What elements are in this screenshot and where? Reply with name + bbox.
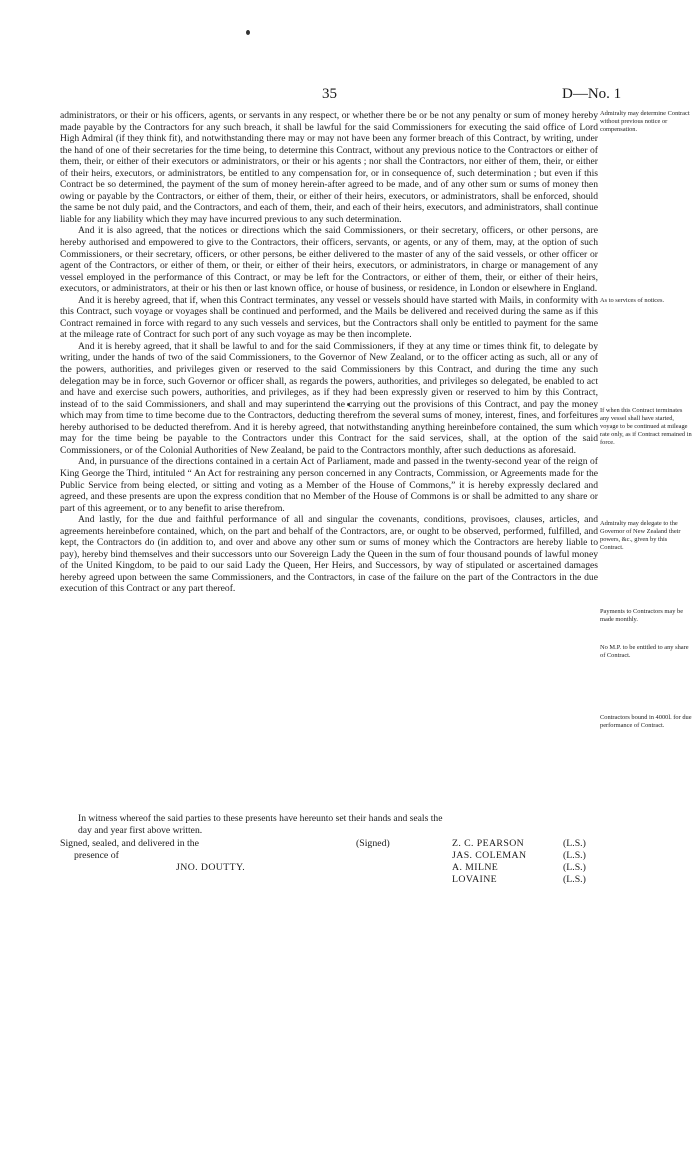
paragraph-notices: And it is also agreed, that the notices or directions which the said Commissioners, or their secretary, officers, or other persons, are hereby authorised and empowered to give to the Contractors, their officers, servants, or agents, or any of them, may, at the option of such Commissioners, or their secretary, officers, or other persons, be either delivered to the master of any of the said vessels, or other officer or agent of the Contractors, or either of them, or their, or either of their heirs, executors, or administrators, in charge or management of any vessel employed in the performance of this Contract, or may be left for the Contractors, or either of them, their, or either of their heirs, executors, or administrators, at their or his then or last known office, or house of business, or residence, in London or elsewhere in England.	[60, 225, 598, 295]
signatory-name: LOVAINE	[452, 874, 498, 885]
paragraph-delegation: And it is hereby agreed, that it shall be lawful to and for the said Commissioners, if they at any time or times think fit, to delegate by writing, under the hands of two of the said Commissioners, to the Governor of New Zealand, or to the officer acting as such, all or any of the powers, authorities, and privileges given or reserved to the said Commissioners by this Contract, and during the time any such delegation may be in force, such Governor or officer shall, as regards the powers, authorities, and privileges so delegated, be enabled to act and have and exercise such powers, authorities, and privileges, as if they had been expressly given or reserved to him by this Contract, instead of to the said Commissioners, and shall and may superintend the carrying out the provisions of this Contract, and pay the money which may from time to time become due to the Contractors, deducting therefrom the several sums of money, interest, fines, and forfeitures hereby authorised to be deducted therefrom. And it is hereby agreed, that notwithstanding anything hereinbefore contained, the sum which may for the time being be payable to the Contractors under this Contract for the said services, shall, at the option of the said Commissioners, or of the Colonial Authorities of New Zealand, be paid to the Contractors monthly, after such deductions as aforesaid.	[60, 340, 598, 456]
witness-clause	[60, 813, 598, 836]
seal-mark: (L.S.)	[563, 850, 586, 861]
paragraph-determination: administrators, or their or his officers, agents, or servants in any respect, or whether there be or be not any penalty or sum of money hereby made payable by the Contractors for any such breach, it shall be lawful for the said Commissioners for executing the said office of Lord High Admiral (if they think fit), and notwithstanding there may or may not have been any former breach of this Contract, by writing, under the hand of one of their secretaries for the time being, to determine this Contract, without any previous notice to the Contractors or either of them, their, or either of their executors or administrators, or their or his agents ; nor shall the Contractors, nor either of them, their, or either of their heirs, executors, or administrators, be entitled to any compensation for, or in consequence of, such determination ; but even if this Contract be so determined, the payment of the sum of money herein-after agreed to be made, and of any other sum or sums of money then owing or payable by the Contractors, or either of them, their, or either of their heirs, executors, or administrators, shall be enforced, should the same be not duly paid, and the Contractors, and each of them, their, and each of their heirs, executors, and administrators, shall continue liable for any liability which they may have incurred previous to any such determination.	[60, 110, 598, 225]
margin-note: Admiralty may delegate to the Governor of New Zealand their powers, &c., given by this Contract.	[600, 520, 681, 551]
margin-note: Contractors bound in 4000l. for due performance of Contract.	[600, 714, 692, 729]
margin-note: If when this Contract terminates any vessel shall have started, voyage to be continued at mileage rate only, as if Contract remained in force.	[600, 407, 692, 446]
paragraph-penalty-bond: And lastly, for the due and faithful performance of all and singular the covenants, conditions, provisoes, clauses, articles, and agreements hereinbefore contained, which, on the part and behalf of the Contractors, are, or ought to be observed, performed, fulfilled, and kept, the Contractors do (in addition to, and over and above any other sum or sums of money which the Contractors are hereby liable to pay), hereby bind themselves and their successors unto our Sovereign Lady the Queen in the sum of four thousand pounds of lawful money of the United Kingdom, to be paid to our said Lady the Queen, Her Heirs, and Successors, by way of stipulated or ascertained damages hereby agreed upon between the same Commissioners, and the Contractors, in case of the failure on the part of the Contractors in the due execution of this Contract or any part thereof.	[60, 514, 598, 595]
margin-note: As to services of notices.	[600, 297, 665, 304]
page-number: 35	[322, 86, 337, 102]
signature-block	[60, 838, 620, 908]
seal-mark: (L.S.)	[563, 838, 586, 849]
paragraph-parliament-members: And, in pursuance of the directions contained in a certain Act of Parliament, made and passed in the twenty-second year of the reign of King George the Third, intituled “ An Act for restraining any person concerned in any Contracts, Commission, or Agreements made for the Public Service from being elected, or sitting and voting as a Member of the House of Commons,” it is hereby expressly declared and agreed, and these presents are upon the express condition that no Member of the House of Commons is or shall be admitted to any share or part of this agreement, or to any benefit to arise therefrom.	[60, 456, 598, 514]
signatory-name: JAS. COLEMAN	[452, 850, 527, 861]
signed-sealed-line: Signed, sealed, and delivered in the	[60, 838, 200, 849]
print-speck	[246, 30, 250, 35]
signed-label: (Signed)	[356, 838, 390, 849]
seal-mark: (L.S.)	[563, 862, 586, 873]
seal-mark: (L.S.)	[563, 874, 586, 885]
margin-note: Admiralty may determine Contract without previous notice or compensation.	[600, 110, 690, 133]
margin-note: Payments to Contractors may be made monthly.	[600, 608, 684, 623]
signatory-name: Z. C. PEARSON	[452, 838, 525, 849]
witness-line: day and year first above written.	[78, 824, 203, 836]
document-reference: D—No. 1	[562, 86, 622, 102]
presence-of-line: presence of	[74, 850, 119, 861]
contract-body	[60, 110, 598, 595]
signatory-name: A. MILNE	[452, 862, 499, 873]
paragraph-voyage-continuation: And it is hereby agreed, that if, when this Contract terminates, any vessel or vessels should have started with Mails, in conformity with this Contract, such voyage or voyages shall be continued and performed, and the Mails be delivered and received during the same as if this Contract remained in force with regard to any such vessels and services, but the Contractors shall only be entitled to payment for the same at the mileage rate of Contract for such port of any such voyage as may be then incomplete.	[60, 294, 598, 341]
margin-note: No M.P. to be entitled to any share of Contract.	[600, 644, 689, 659]
witness-signature: JNO. DOUTTY.	[176, 862, 246, 873]
witness-line: In witness whereof the said parties to these presents have hereunto set their hands and seals the	[78, 813, 443, 824]
